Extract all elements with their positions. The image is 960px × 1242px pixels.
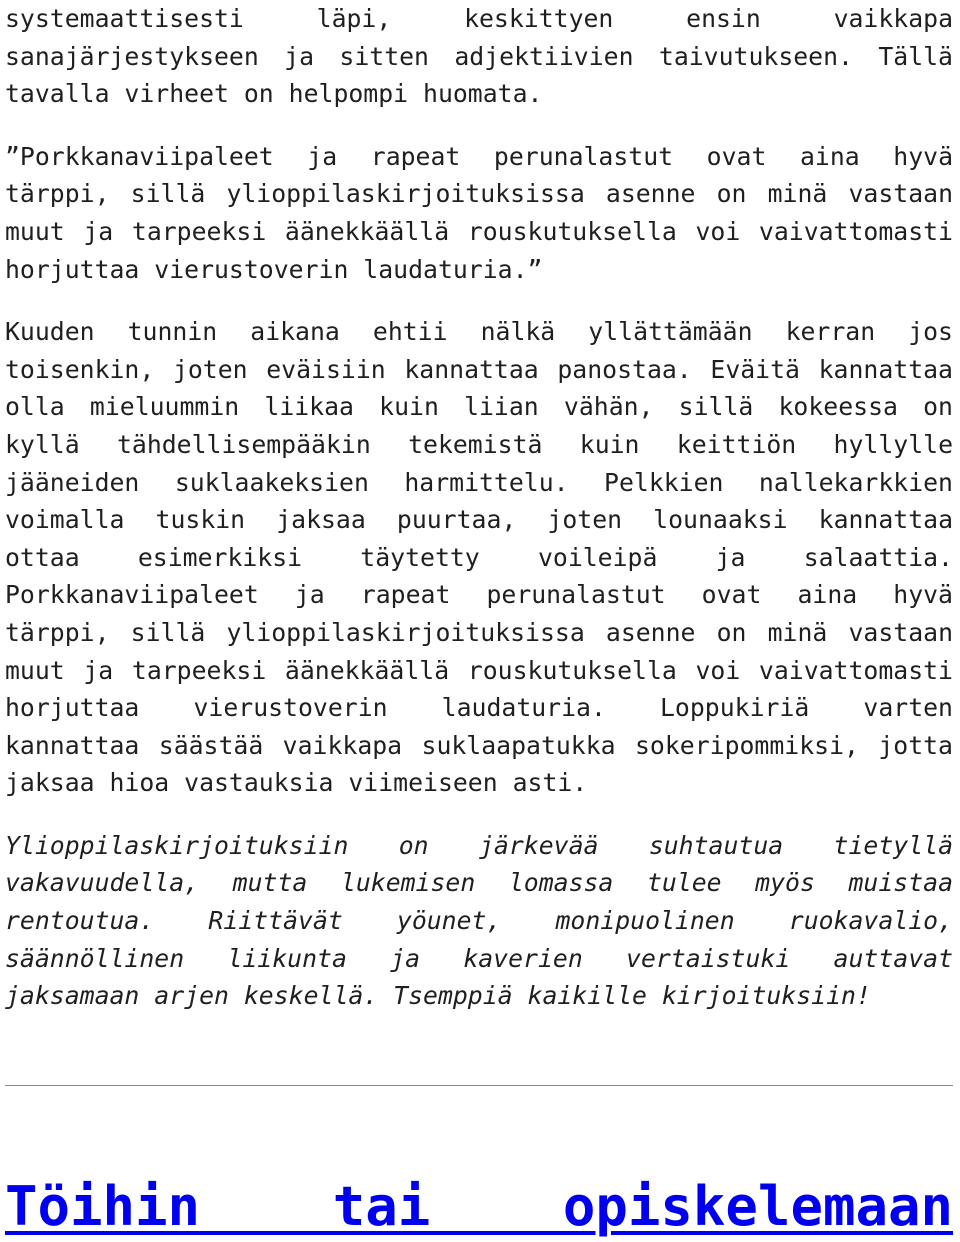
text-line: sanajärjestykseen ja sitten adjektiivien taivutukseen. Tällä <box>5 41 953 71</box>
divider <box>5 1085 953 1086</box>
text-line: voimalla tuskin jaksaa puurtaa, joten lounaaksi kannattaa <box>5 505 953 535</box>
text-line: säännöllinen liikunta ja kaverien vertaistuki auttavat <box>5 943 953 973</box>
text-line: jaksaa hioa vastauksia viimeiseen asti. <box>5 768 588 798</box>
paragraph-4-closing <box>5 827 953 1015</box>
text-line: tavalla virheet on helpompi huomata. <box>5 79 543 109</box>
text-line: muut ja tarpeeksi äänekkäällä rouskutuksella voi vaivattomasti <box>5 216 953 246</box>
text-line: Porkkanaviipaleet ja rapeat perunalastut ovat aina hyvä <box>5 580 953 610</box>
text-line: kyllä tähdellisempääkin tekemistä kuin keittiön hyllylle <box>5 429 953 459</box>
text-line: olla mieluummin liikaa kuin liian vähän, sillä kokeessa on <box>5 392 953 422</box>
text-line: horjuttaa vierustoverin laudaturia. Loppukiriä varten <box>5 693 953 723</box>
text-line: kannattaa säästää vaikkapa suklaapatukka sokeripommiksi, jotta <box>5 730 953 760</box>
paragraph-1 <box>5 0 953 113</box>
text-line: ottaa esimerkiksi täytetty voileipä ja salaattia. <box>5 542 953 572</box>
text-line: rentoutua. Riittävät yöunet, monipuolinen ruokavalio, <box>5 906 953 936</box>
paragraph-2-quote <box>5 138 953 288</box>
text-line: muut ja tarpeeksi äänekkäällä rouskutuksella voi vaivattomasti <box>5 655 953 685</box>
text-line: vakavuudella, mutta lukemisen lomassa tulee myös muistaa <box>5 868 953 898</box>
text-line: Ylioppilaskirjoituksiin on järkevää suhtautua tietyllä <box>5 830 953 860</box>
text-line: tärppi, sillä ylioppilaskirjoituksissa asenne on minä vastaan <box>5 617 953 647</box>
paragraph-3 <box>5 313 953 802</box>
text-line: jaksamaan arjen keskellä. Tsemppiä kaikille kirjoituksiin! <box>5 981 871 1011</box>
text-line: toisenkin, joten eväisiin kannattaa panostaa. Eväitä kannattaa <box>5 354 953 384</box>
article-body <box>5 0 953 1015</box>
text-line: horjuttaa vierustoverin laudaturia.” <box>5 254 543 284</box>
text-line: ”Porkkanaviipaleet ja rapeat perunalastut ovat aina hyvä <box>5 141 953 171</box>
text-line: jääneiden suklaakeksien harmittelu. Pelkkien nallekarkkien <box>5 467 953 497</box>
next-article-link[interactable]: Töihin tai opiskelemaan <box>5 1175 953 1238</box>
text-line: Kuuden tunnin aikana ehtii nälkä yllättämään kerran jos <box>5 317 953 347</box>
text-line: systemaattisesti läpi, keskittyen ensin vaikkapa <box>5 4 953 33</box>
text-line: tärppi, sillä ylioppilaskirjoituksissa asenne on minä vastaan <box>5 179 953 209</box>
